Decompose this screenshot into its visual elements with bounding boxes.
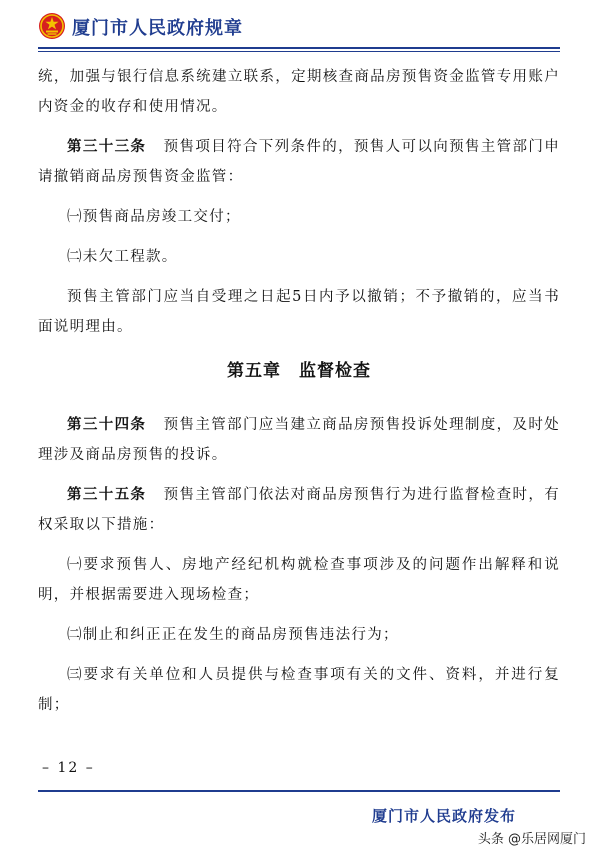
paragraph-text: ㈡未欠工程款。 (67, 249, 178, 265)
paragraph-group-chapter5 (38, 410, 560, 720)
paragraph (38, 410, 560, 470)
source-watermark: 头条 @乐居网厦门 (477, 832, 586, 847)
chapter-heading: 第五章 监督检查 (227, 361, 371, 381)
paragraph-text: 预售主管部门应当自受理之日起5日内予以撤销；不予撤销的，应当书面说明理由。 (38, 289, 560, 335)
paragraph-text: 统，加强与银行信息系统建立联系，定期核查商品房预售资金监管专用账户内资金的收存和使用情况。 (38, 69, 560, 115)
paragraph-text: ㈢要求有关单位和人员提供与检查事项有关的文件、资料，并进行复制； (38, 667, 560, 713)
paragraph (38, 242, 560, 272)
header-title: 厦门市人民政府规章 (72, 18, 243, 39)
paragraph (38, 132, 560, 192)
national-emblem-icon (38, 12, 66, 40)
paragraph (38, 480, 560, 540)
page-header (0, 0, 600, 52)
paragraph (38, 660, 560, 720)
paragraph (38, 620, 560, 650)
document-body (38, 62, 560, 730)
footer-divider (38, 790, 560, 792)
header-divider-thin (38, 51, 560, 52)
paragraph (38, 202, 560, 232)
article-number: 第三十三条 (67, 139, 147, 155)
paragraph-text: ㈠预售商品房竣工交付； (67, 209, 241, 225)
paragraph-group-chapter4 (38, 62, 560, 342)
page-number: – 12 – (42, 760, 95, 776)
paragraph-text: 预售主管部门应当建立商品房预售投诉处理制度，及时处理涉及商品房预售的投诉。 (38, 417, 561, 463)
paragraph-text: 预售主管部门依法对商品房预售行为进行监督检查时，有权采取以下措施： (38, 487, 561, 533)
paragraph (38, 550, 560, 610)
header-divider (38, 47, 560, 49)
paragraph (38, 282, 560, 342)
article-number: 第三十五条 (67, 487, 147, 503)
paragraph-text: ㈡制止和纠正正在发生的商品房预售违法行为； (67, 627, 399, 643)
paragraph (38, 62, 560, 122)
footer-publisher: 厦门市人民政府发布 (372, 807, 517, 825)
paragraph-text: 预售项目符合下列条件的，预售人可以向预售主管部门申请撤销商品房预售资金监管： (38, 139, 561, 185)
article-number: 第三十四条 (67, 417, 147, 433)
paragraph-text: ㈠要求预售人、房地产经纪机构就检查事项涉及的问题作出解释和说明，并根据需要进入现场检查； (38, 557, 560, 603)
